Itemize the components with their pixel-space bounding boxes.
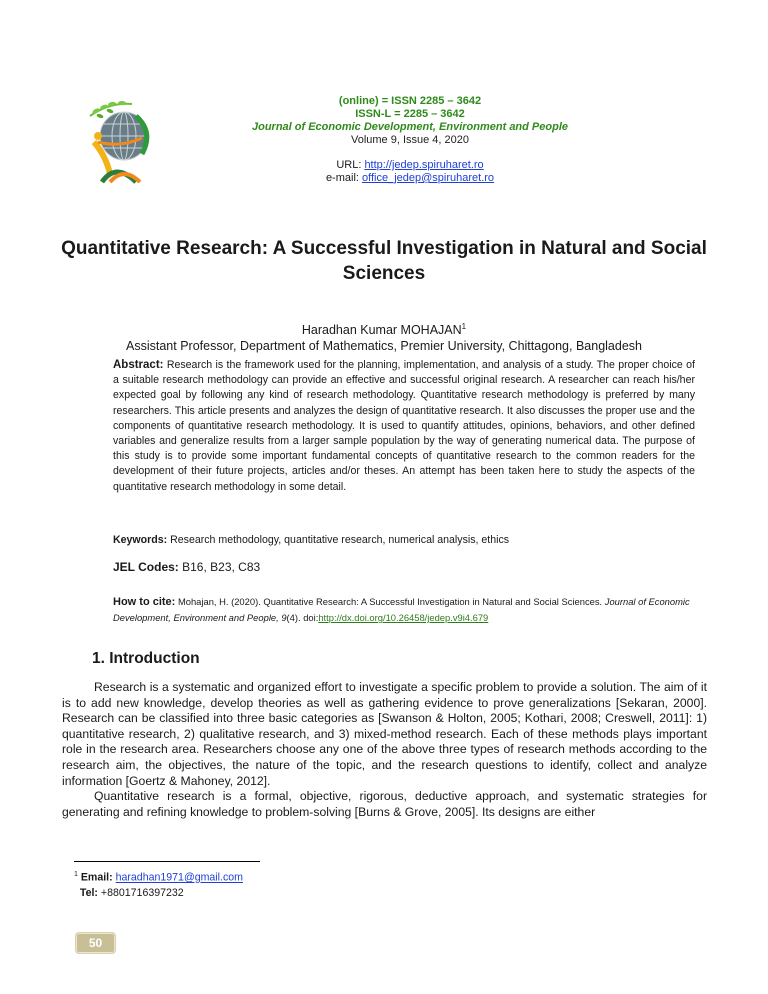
footnote <box>74 867 243 901</box>
footnote-email-label: Email: <box>80 871 113 884</box>
page-number-badge: 50 <box>75 932 116 954</box>
paragraph: Quantitative research is a formal, objective, rigorous, deductive approach, and systematic strategies for generating and refining knowledge to problem-solving [Burns & Grove, 2005]. Its designs are either <box>62 789 707 819</box>
journal-email-link[interactable]: office_jedep@spiruharet.ro <box>362 172 495 184</box>
keywords-text: Research methodology, quantitative research, numerical analysis, ethics <box>167 534 510 546</box>
author-name: Haradhan Kumar MOHAJAN <box>301 323 462 338</box>
footnote-number: 1 <box>74 871 78 878</box>
journal-logo-icon <box>80 96 160 186</box>
abstract-label: Abstract: <box>113 359 164 371</box>
footnote-email-line <box>74 867 243 886</box>
journal-name: Journal of Economic Development, Environment and People <box>252 121 568 133</box>
footnote-tel-label: Tel: <box>79 886 98 899</box>
paragraph: Research is a systematic and organized effort to investigate a specific problem to provide a solution. The aim of it is to add new knowledge, develop theories as well as gathering evidence to prove generalizations [Sekaran, 2000]. Research can be classified into three basic categories as [Swanson & Holton, 2005; Kothari, 2008; Creswell, 2011]: 1) quantitative research, 2) qualitative research, and 3) mixed-method research. Each of these methods plays important role in the research area. Researchers choose any one of the above three types of research methods according to the research aim, the objectives, the nature of the topic, and the research questions to identify, collect and analyze information [Goertz & Mahoney, 2012]. <box>62 680 707 788</box>
email-label: e-mail: <box>325 172 362 184</box>
footnote-divider <box>74 861 260 862</box>
author-email-link[interactable]: haradhan1971@gmail.com <box>115 871 243 884</box>
cite-label: How to cite: <box>113 596 176 608</box>
jel-codes <box>113 560 695 574</box>
volume-issue: Volume 9, Issue 4, 2020 <box>350 134 470 146</box>
email-line <box>200 172 620 185</box>
cite-issue: (4). doi: <box>286 612 319 623</box>
journal-masthead <box>200 95 620 185</box>
url-label: URL: <box>336 159 365 171</box>
cite-journal: Journal of Economic Development, Environment and People, 9 <box>113 596 690 623</box>
jel-label: JEL Codes: <box>113 560 179 574</box>
issn-l: ISSN-L = 2285 – 3642 <box>355 108 465 120</box>
footnote-tel-line <box>74 886 243 901</box>
issn-online: (online) = ISSN 2285 – 3642 <box>338 95 482 107</box>
introduction-body <box>62 680 707 820</box>
footnote-tel: +8801716397232 <box>100 886 184 899</box>
keywords-label: Keywords: <box>113 534 168 546</box>
author-footnote-marker[interactable]: 1 <box>461 322 467 331</box>
abstract <box>113 358 695 495</box>
journal-url-link[interactable]: http://jedep.spiruharet.ro <box>364 159 484 171</box>
author-affiliation: Assistant Professor, Department of Mathematics, Premier University, Chittagong, Bangladesh <box>126 339 642 354</box>
doi-link[interactable]: http://dx.doi.org/10.26458/jedep.v9i4.679 <box>318 612 489 623</box>
cite-text: Mohajan, H. (2020). Quantitative Research: A Successful Investigation in Natural and Social Sciences. <box>175 596 605 607</box>
jel-text: B16, B23, C83 <box>178 560 261 574</box>
author-block <box>60 319 708 354</box>
section-heading-introduction: 1. Introduction <box>92 650 200 667</box>
author-name-line <box>60 319 708 338</box>
abstract-text: Research is the framework used for the planning, implementation, and analysis of a study. The proper choice of a suitable research methodology can provide an effective and successful original research. A researcher can reach his/her expected goal by following any kind of research methodology. Quantitative research methodology is preferred by many researchers. This article presents and analyzes the design of quantitative research. It also discusses the proper use and the components of quantitative research methodology. It is used to quantify attitudes, opinions, behaviors, and other defined variables and generalize results from a larger sample population by the way of generating numerical data. The purpose of this study is to provide some important fundamental concepts of quantitative research to the common readers for the development of their future projects, articles and/or theses. An attempt has been taken here to study the aspects of the quantitative research methodology in some detail. <box>113 359 695 493</box>
article-title: Quantitative Research: A Successful Investigation in Natural and Social Sciences <box>61 238 707 284</box>
keywords <box>113 534 695 546</box>
url-line <box>200 159 620 172</box>
how-to-cite <box>113 594 703 625</box>
